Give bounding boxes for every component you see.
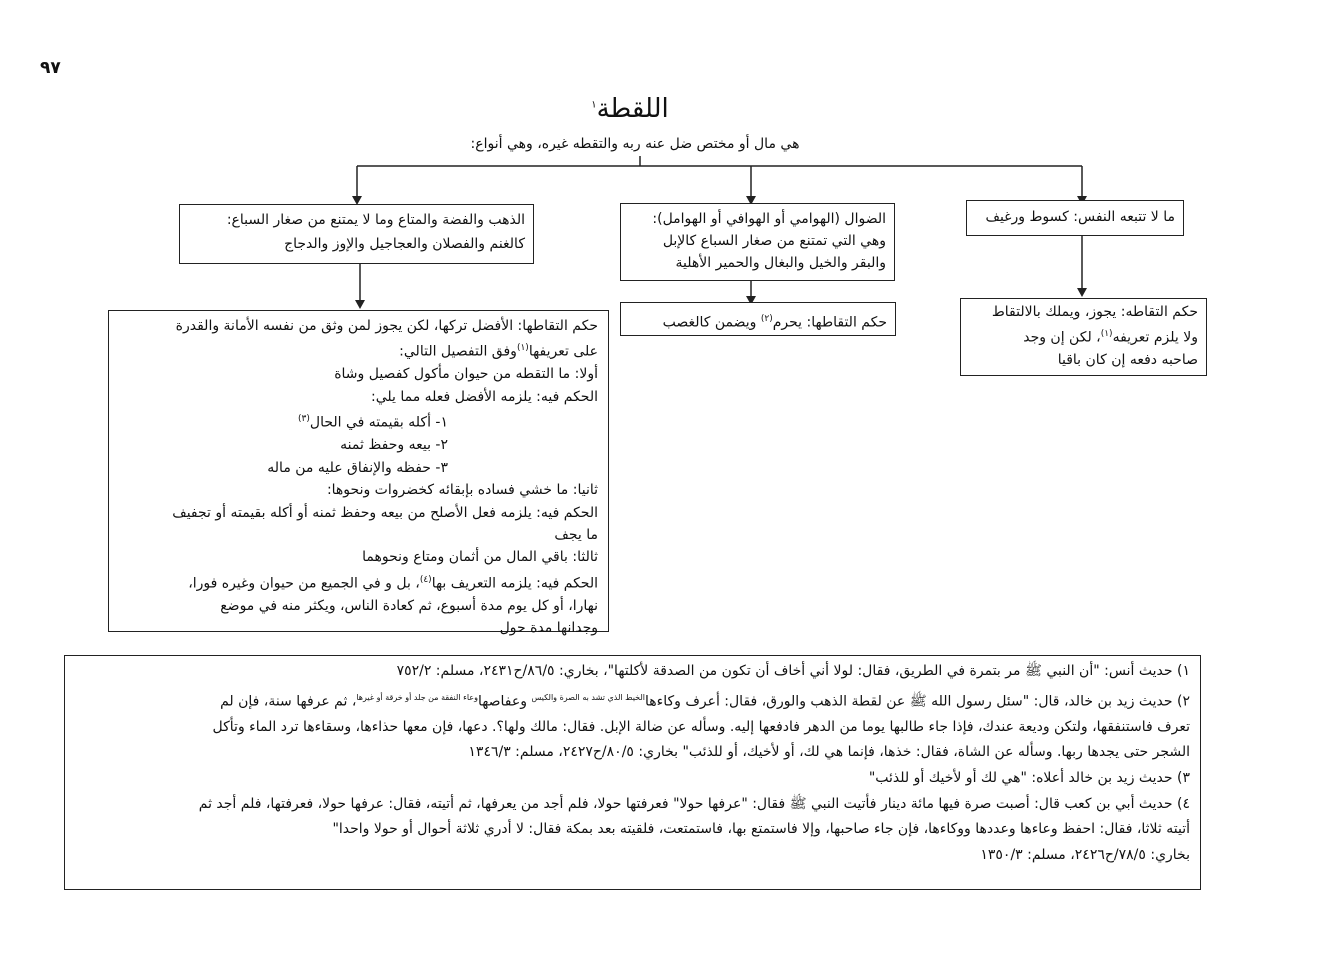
footnote-4-line-3: بخاري: ٧٨/٥/ح٢٤٢٦، مسلم: ١٣٥٠/٣ (980, 846, 1190, 863)
type-left-line-1: الذهب والفضة والمتاع وما لا يمتنع من صغار السباع: (226, 212, 525, 228)
title-text: اللقطة (596, 94, 669, 124)
arrowhead-left-down (355, 300, 365, 309)
ruling-middle-b: ويضمن كالغصب (662, 314, 757, 331)
type-box-middle (620, 203, 895, 281)
ruling-right-line-2-tail: ، لكن إن وجد (1023, 329, 1101, 346)
type-box-left (179, 204, 534, 264)
footnote-2-a: ٢) حديث زيد بن خالد، قال: "سئل رسول الله ﷺ عن لقطة الذهب والورق، فقال: أعرف وكاءها (644, 693, 1190, 710)
ruling-left-line-5 (119, 408, 598, 434)
ruling-right-line-1: حكم التقاطه: يجوز، ويملك بالالتقاط (991, 304, 1198, 320)
page-number: ٩٧ (40, 58, 61, 78)
ruling-middle-a: حكم التقاطها: يحرم (772, 314, 887, 331)
footnote-2-b: وعفاصها (477, 693, 528, 710)
footnote-2-line-1 (75, 685, 1190, 715)
ruling-left-line-13: نهارا، أو كل يوم مدة أسبوع، ثم كعادة الناس، ويكثر منه في موضع (220, 597, 598, 614)
ruling-left-line-7: ٣- حفظه والإنفاق عليه من ماله (267, 459, 448, 476)
footnote-3: ٣) حديث زيد بن خالد أعلاه: "هي لك أو لأخيك أو للذئب" (868, 770, 1190, 787)
footnote-2-line-2: تعرف فاستنفقها، ولتكن وديعة عندك، فإذا جاء طالبها يوما من الدهر فادفعها إليه. وسأله عن ضالة الإبل. فقال: مالك ولها؟. دعها، فإن معها حذاءها، وسقاءها ترد الماء وتأكل (212, 718, 1190, 735)
ruling-middle-ref: (٢) (760, 314, 773, 324)
ruling-box-left (108, 310, 609, 637)
ruling-right-line-2 (969, 323, 1198, 349)
footnote-2-c: ، ثم عرفها سنة، فإن لم (220, 693, 357, 710)
definition-text: هي مال أو مختص ضل عنه ربه والتقطه غيره، وهي أنواع: (470, 136, 800, 152)
ruling-left-line-2-b: وفق التفصيل التالي: (399, 344, 517, 361)
ruling-left-line-10: ما يجف (554, 526, 598, 543)
ruling-left-line-5-text: ١- أكله بقيمته في الحال (309, 414, 448, 431)
ruling-left-line-9: الحكم فيه: يلزمه فعل الأصلح من بيعه وحفظ ثمنه أو أكله بقيمته أو تجفيف (172, 504, 598, 521)
footnote-4-line-2: أتيته ثلاثا، فقال: احفظ وعاءها وعددها ووكاءها، فإن جاء صاحبها، وإلا فاستمتع بها، فاستمتعت، فلقيته بعد بمكة فقال: لا أدري ثلاثة أحوال أو حولا واحدا" (332, 821, 1190, 838)
type-middle-line-1: الضوال (الهوامي أو الهوافي أو الهوامل): (652, 211, 886, 227)
ruling-left-line-12-a: الحكم فيه: يلزمه التعريف بها (431, 575, 598, 592)
arrowhead-right-down (1077, 288, 1087, 297)
ruling-left-line-4: الحكم فيه: يلزمه الأفضل فعله مما يلي: (370, 388, 598, 405)
type-middle-line-2: وهي التي تمتنع من صغار السباع كالإبل (662, 233, 886, 249)
ruling-left-line-12 (119, 569, 598, 595)
ruling-right-line-2-text: ولا يلزم تعريفه (1112, 329, 1198, 346)
ruling-left-line-6: ٢- بيعه وحفظ ثمنه (340, 437, 448, 454)
ruling-left-line-14: وجدانها مدة حول (499, 620, 598, 637)
type-label-right: ما لا تتبعه النفس: كسوط ورغيف (985, 209, 1175, 225)
footnote-gloss-ifaas: وعاء النفقة من جلد أو خرقة أو غيرها (356, 692, 478, 702)
ruling-left-line-12-b: ، بل و في الجميع من حيوان وغيره فورا، (188, 575, 420, 592)
footnote-1: ١) حديث أنس: "أن النبي ﷺ مر بتمرة في الطريق، فقال: لولا أني أخاف أن تكون من الصدقة لأكلتها"، بخاري: ٨٦/٥/ح٢٤٣١، مسلم: ٧٥٢/٢ (396, 663, 1190, 679)
title-footnote-ref: ١ (591, 99, 597, 111)
ruling-right-line-3: صاحبه دفعه إن كان باقيا (1057, 351, 1198, 368)
ruling-left-ref-3: (٣) (298, 414, 310, 425)
type-box-right (966, 200, 1184, 236)
type-left-line-2: كالغنم والفصلان والعجاجيل والإوز والدجاج (284, 236, 525, 252)
ruling-box-right (960, 298, 1207, 376)
ruling-left-ref-1: (١) (516, 343, 529, 354)
ruling-left-line-3: أولا: ما التقطه من حيوان مأكول كفصيل وشاة (334, 366, 598, 383)
ruling-left-line-2-a: على تعريفها (528, 344, 598, 361)
footnote-gloss-wikaa: الخيط الذي تشد به الصرة والكيس (531, 692, 645, 702)
ruling-left-ref-4: (٤) (419, 574, 432, 585)
ruling-left-line-1: حكم التقاطها: الأفضل تركها، لكن يجوز لمن وثق من نفسه الأمانة والقدرة (175, 318, 598, 334)
footnote-2-line-3: الشجر حتى يجدها ربها. وسأله عن الشاة، فقال: خذها، فإنما هي لك، أو لأخيك، أو للذئب" بخاري: ٨٠/٥/ح٢٤٢٧، مسلم: ١٣٤٦/٣ (468, 744, 1190, 761)
ruling-box-middle (620, 302, 896, 336)
type-middle-line-3: والبقر والخيل والبغال والحمير الأهلية (675, 255, 886, 271)
ruling-left-line-11: ثالثا: باقي المال من أثمان ومتاع ونحوهما (362, 549, 598, 566)
page-title (560, 94, 700, 124)
footnotes-box (64, 655, 1201, 890)
ruling-left-line-8: ثانيا: ما خشي فساده بإبقائه كخضروات ونحوها: (326, 482, 598, 499)
footnote-4-line-1: ٤) حديث أبي بن كعب قال: أصبت صرة فيها مائة دينار فأتيت النبي ﷺ فقال: "عرفها حولا" فعرفتها حولا، فلم أجد من يعرفها، ثم أتيته، فقال: عرفها حولا، فعرفتها، فلم أجد ثم (198, 795, 1190, 812)
ruling-right-ref: (١) (1100, 329, 1113, 339)
ruling-left-line-2 (119, 337, 598, 363)
